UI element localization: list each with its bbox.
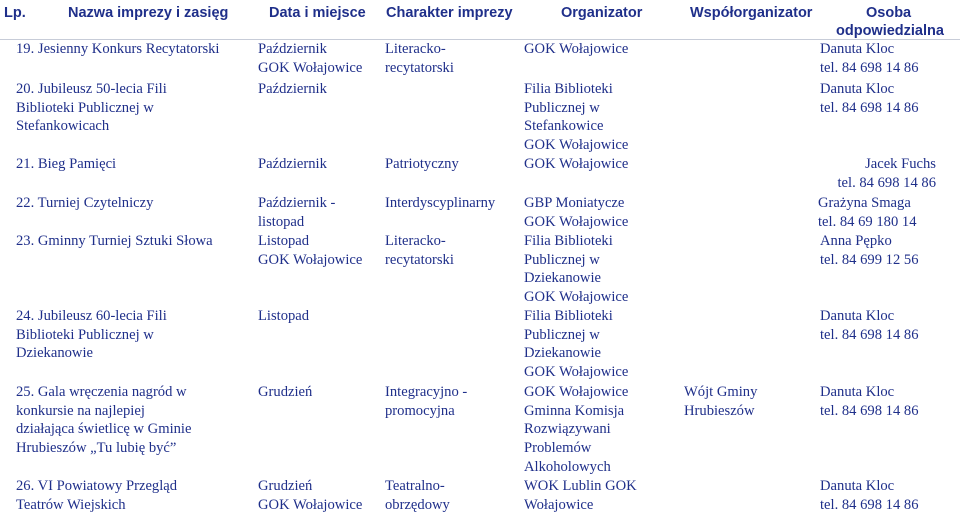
row-21-name: 21. Bieg Pamięci xyxy=(16,156,117,172)
row-22-organizer: GBP Moniatycze GOK Wołajowice xyxy=(524,195,629,230)
row-25-person: Danuta Kloc tel. 84 698 14 86 xyxy=(820,384,919,419)
row-20-name: 20. Jubileusz 50-lecia Fili Biblioteki Publicznej w Stefankowicach xyxy=(16,81,167,135)
row-22-name: 22. Turniej Czytelniczy xyxy=(16,195,154,211)
row-26-organizer: WOK Lublin GOK Wołajowice xyxy=(524,478,637,513)
header-person-line1: Osoba xyxy=(866,5,912,21)
row-19-organizer: GOK Wołajowice xyxy=(524,41,629,57)
row-23-character: Literacko- recytatorski xyxy=(385,233,454,268)
row-20-organizer: Filia Biblioteki Publicznej w Stefankowice GOK Wołajowice xyxy=(524,81,629,154)
row-22-date: Październik - listopad xyxy=(258,195,336,230)
header-lp: Lp. xyxy=(4,5,26,21)
row-26-name: 26. VI Powiatowy Przegląd Teatrów Wiejskich xyxy=(16,478,178,513)
row-25-character: Integracyjno - promocyjna xyxy=(385,384,468,419)
header-character: Charakter imprezy xyxy=(386,5,513,21)
row-19-name: 19. Jesienny Konkurs Recytatorski xyxy=(16,41,220,57)
row-20-person: Danuta Kloc tel. 84 698 14 86 xyxy=(820,81,919,116)
header-person-line2: odpowiedzialna xyxy=(836,23,944,39)
table-header xyxy=(0,0,960,40)
row-24-person: Danuta Kloc tel. 84 698 14 86 xyxy=(820,308,919,343)
row-26-date: Grudzień GOK Wołajowice xyxy=(258,478,363,513)
row-24-date: Listopad xyxy=(258,308,310,324)
row-23-organizer: Filia Biblioteki Publicznej w Dziekanowie GOK Wołajowice xyxy=(524,233,629,306)
row-22-character: Interdyscyplinarny xyxy=(385,195,496,211)
row-26-person: Danuta Kloc tel. 84 698 14 86 xyxy=(820,478,919,513)
row-21-organizer: GOK Wołajowice xyxy=(524,156,629,172)
header-name: Nazwa imprezy i zasięg xyxy=(68,5,229,21)
row-23-person: Anna Pępko tel. 84 699 12 56 xyxy=(820,233,919,268)
row-21-person: Jacek Fuchs tel. 84 698 14 86 xyxy=(837,156,936,191)
row-21-date: Październik xyxy=(258,156,327,172)
row-23-date: Listopad GOK Wołajowice xyxy=(258,233,363,268)
row-25-date: Grudzień xyxy=(258,384,313,400)
row-19-character: Literacko- recytatorski xyxy=(385,41,454,76)
row-19-date: Październik GOK Wołajowice xyxy=(258,41,363,76)
row-22-person: Grażyna Smaga tel. 84 69 180 14 xyxy=(818,195,917,230)
row-19-person: Danuta Kloc tel. 84 698 14 86 xyxy=(820,41,919,76)
row-20-date: Październik xyxy=(258,81,327,97)
header-organizer: Organizator xyxy=(561,5,643,21)
row-26-character: Teatralno- obrzędowy xyxy=(385,478,450,513)
row-25-name: 25. Gala wręczenia nagród w konkursie na najlepiej działająca świetlicę w Gminie Hrubieszów „Tu lubię być” xyxy=(16,384,192,457)
row-23-name: 23. Gminny Turniej Sztuki Słowa xyxy=(16,233,213,249)
header-coorganizer: Współorganizator xyxy=(690,5,813,21)
row-25-coorganizer: Wójt Gminy Hrubieszów xyxy=(684,384,758,419)
header-date: Data i miejsce xyxy=(269,5,366,21)
row-24-organizer: Filia Biblioteki Publicznej w Dziekanowie GOK Wołajowice xyxy=(524,308,629,381)
row-24-name: 24. Jubileusz 60-lecia Fili Biblioteki Publicznej w Dziekanowie xyxy=(16,308,167,362)
row-25-organizer: GOK Wołajowice Gminna Komisja Rozwiązywani Problemów Alkoholowych xyxy=(524,384,629,475)
row-21-character: Patriotyczny xyxy=(385,156,459,172)
